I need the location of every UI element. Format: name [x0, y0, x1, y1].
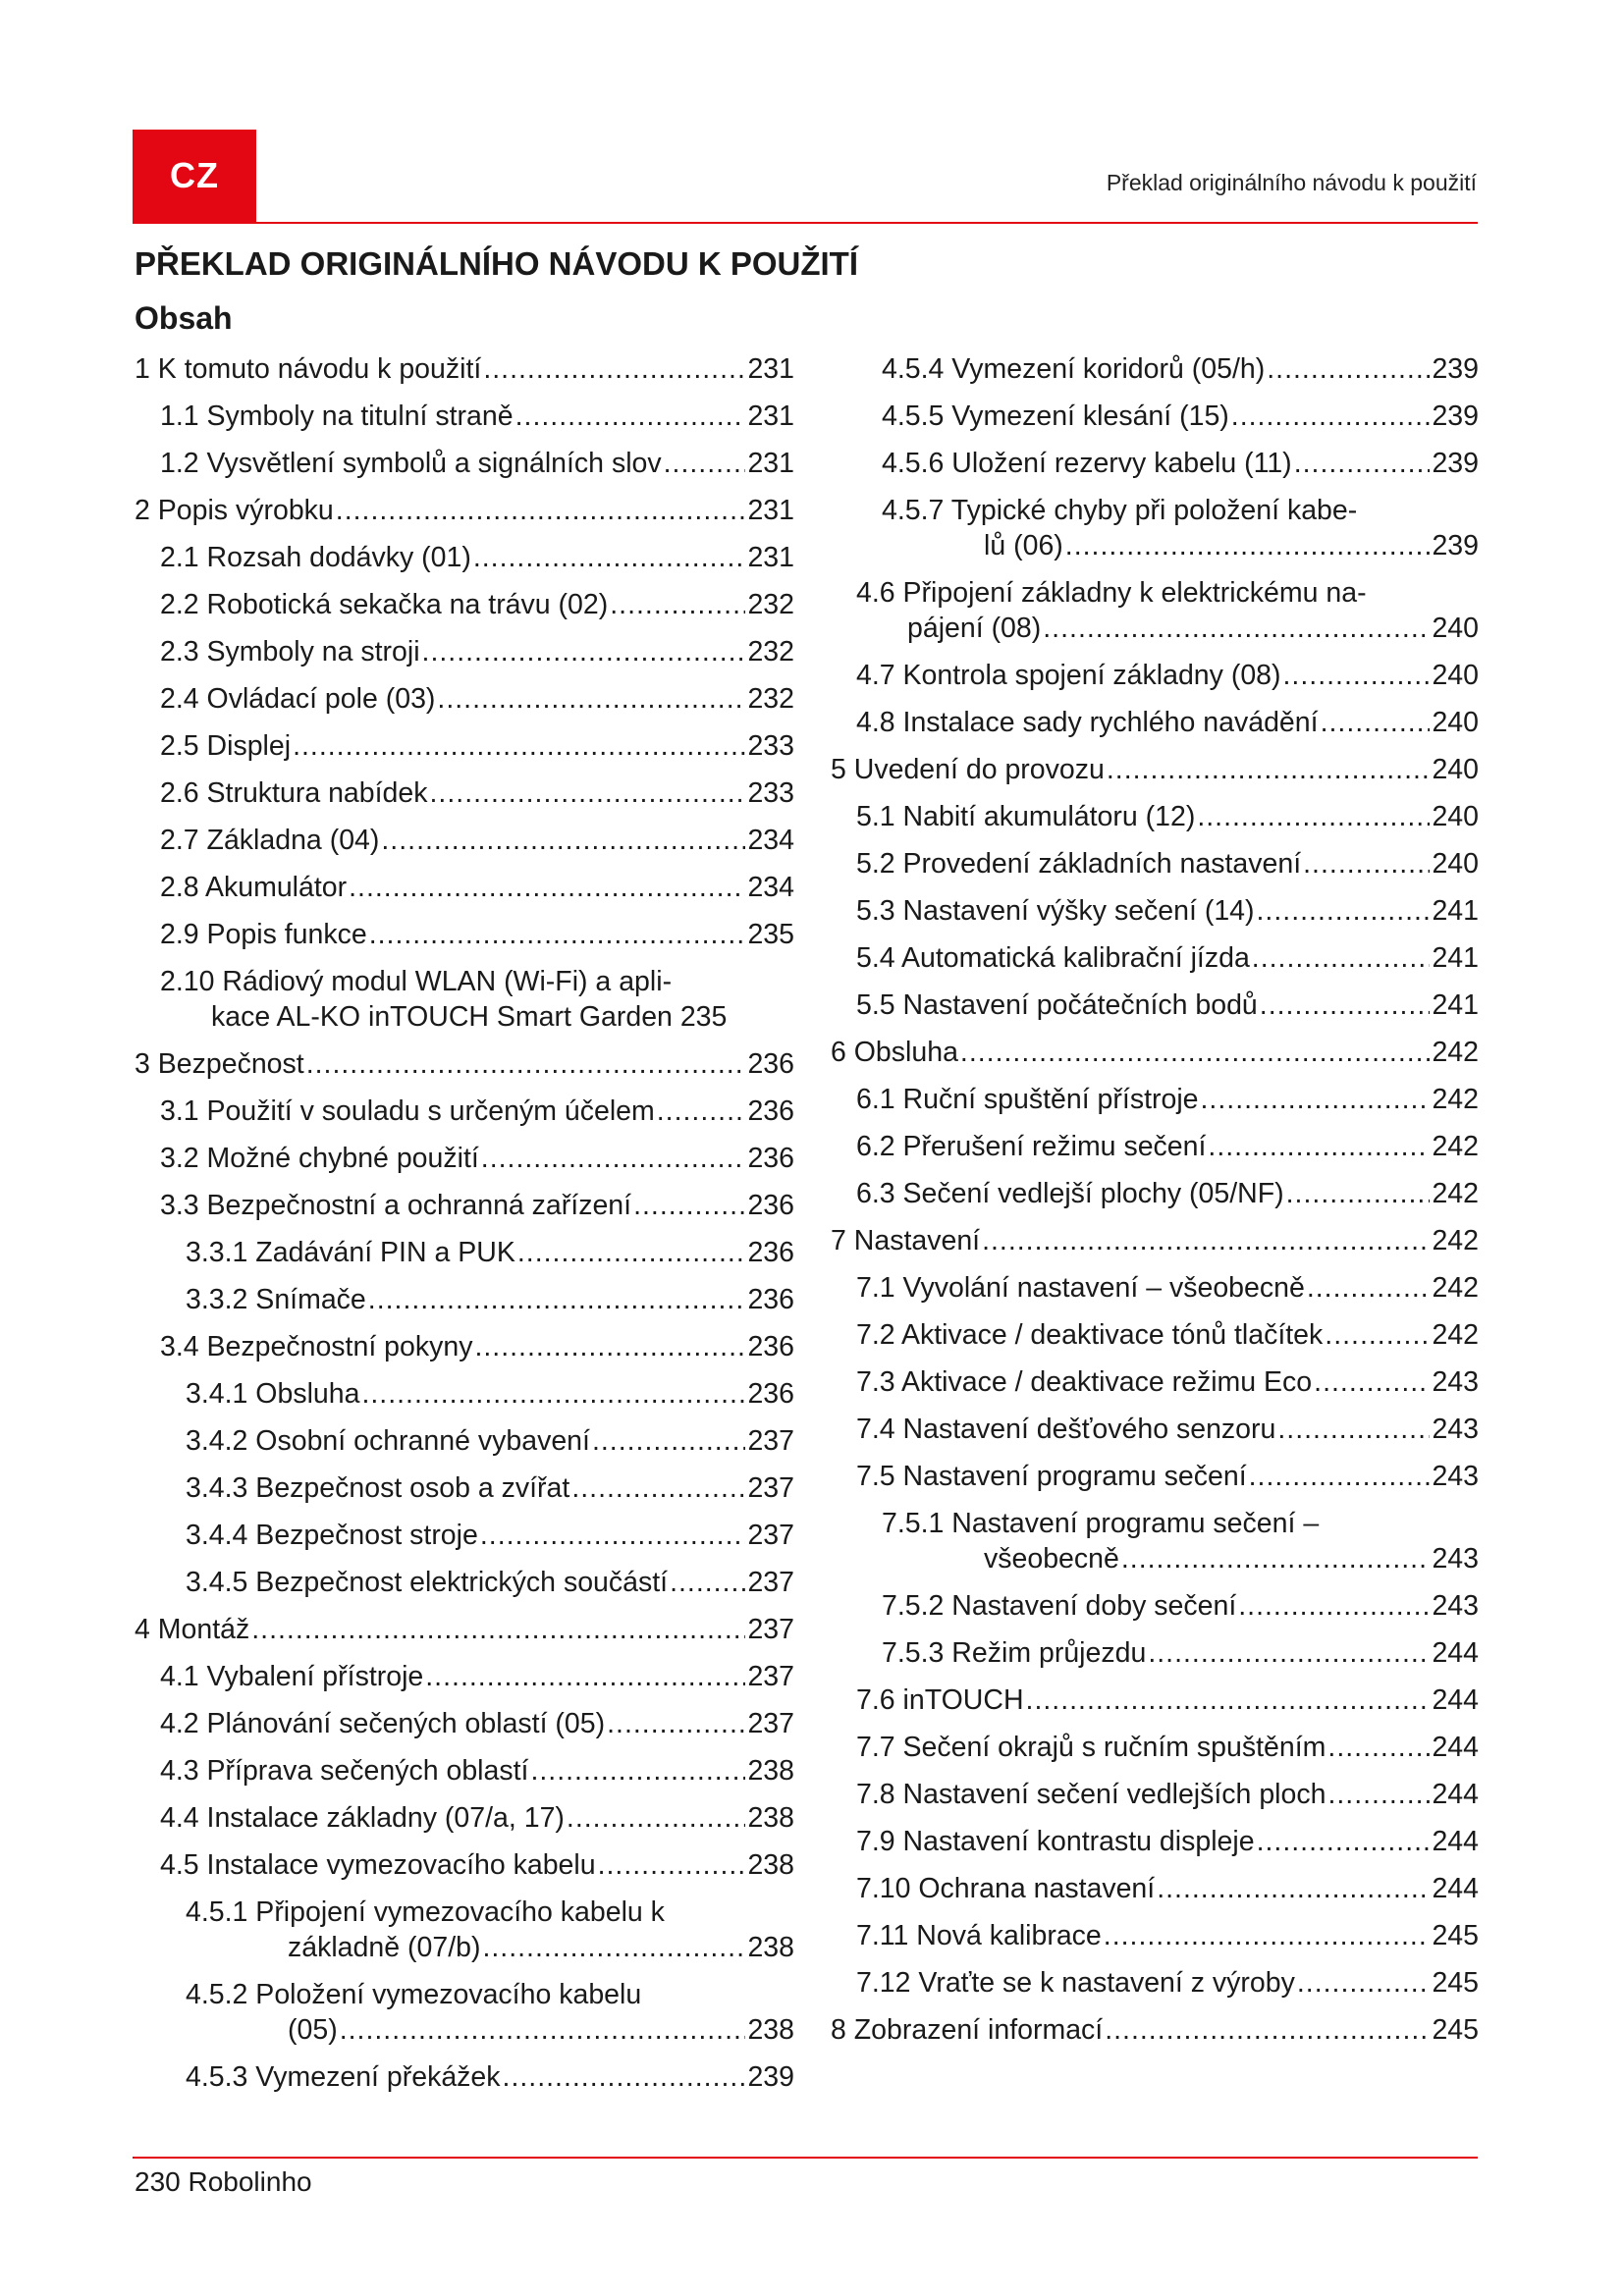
toc-entry[interactable]: 2.8 Akumulátor ..... 234: [135, 870, 794, 905]
toc-entry[interactable]: 7.10 Ochrana nastavení ..... 244: [831, 1871, 1479, 1906]
toc-entry[interactable]: 7.5.3 Režim průjezdu ..... 244: [831, 1635, 1479, 1671]
toc-entry[interactable]: 3.2 Možné chybné použití ..... 236: [135, 1141, 794, 1176]
toc-entry[interactable]: 3.4.1 Obsluha ..... 236: [135, 1376, 794, 1412]
toc-entry[interactable]: 3.4.2 Osobní ochranné vybavení ..... 237: [135, 1423, 794, 1459]
toc-entry[interactable]: 6.1 Ruční spuštění přístroje ..... 242: [831, 1082, 1479, 1117]
toc-entry[interactable]: 7.6 inTOUCH ..... 244: [831, 1682, 1479, 1718]
toc-entry[interactable]: 7.3 Aktivace / deaktivace režimu Eco ..... 243: [831, 1364, 1479, 1400]
toc-entry[interactable]: 2.3 Symboly na stroji ..... 232: [135, 634, 794, 669]
toc-entry[interactable]: 4.5 Instalace vymezovacího kabelu ..... 238: [135, 1847, 794, 1883]
header-title: Překlad originálního návodu k použití: [1106, 170, 1477, 195]
toc-entry[interactable]: 7.7 Sečení okrajů s ručním spuštěním ..... 244: [831, 1730, 1479, 1765]
toc-entry[interactable]: 5.3 Nastavení výšky sečení (14) ..... 241: [831, 893, 1479, 929]
toc-entry[interactable]: 7.12 Vraťte se k nastavení z výroby ..... 245: [831, 1965, 1479, 2001]
toc-entry[interactable]: 3.4.5 Bezpečnost elektrických součástí ..... 237: [135, 1565, 794, 1600]
toc-entry[interactable]: 7.8 Nastavení sečení vedlejších ploch ..... 244: [831, 1777, 1479, 1812]
toc-entry[interactable]: 2.2 Robotická sekačka na trávu (02) ..... 232: [135, 587, 794, 622]
toc-entry[interactable]: 2.7 Základna (04) ..... 234: [135, 823, 794, 858]
toc-entry[interactable]: 4.5.4 Vymezení koridorů (05/h) ..... 239: [831, 351, 1479, 387]
toc-entry[interactable]: 4.5.5 Vymezení klesání (15) ..... 239: [831, 399, 1479, 434]
page-footer: 230 Robolinho: [135, 2166, 312, 2197]
toc-entry[interactable]: 4.2 Plánování sečených oblastí (05) ..... 237: [135, 1706, 794, 1741]
toc-entry[interactable]: 3.3.1 Zadávání PIN a PUK ..... 236: [135, 1235, 794, 1270]
header-divider: [133, 222, 1478, 224]
toc-entry[interactable]: 5.2 Provedení základních nastavení ..... 240: [831, 846, 1479, 881]
toc-entry[interactable]: 3 Bezpečnost ..... 236: [135, 1046, 794, 1082]
toc-entry[interactable]: 4.5.3 Vymezení překážek ..... 239: [135, 2059, 794, 2095]
toc-entry[interactable]: 7.5 Nastavení programu sečení ..... 243: [831, 1459, 1479, 1494]
toc-entry[interactable]: 4.6 Připojení základny k elektrickému na- pájení (08) ..... 240: [831, 575, 1479, 646]
page-heading: PŘEKLAD ORIGINÁLNÍHO NÁVODU K POUŽITÍ: [135, 245, 859, 282]
toc-entry[interactable]: 4 Montáž ..... 237: [135, 1612, 794, 1647]
toc-entry[interactable]: 3.4.4 Bezpečnost stroje ..... 237: [135, 1518, 794, 1553]
contents-heading: Obsah: [135, 300, 233, 336]
toc-entry[interactable]: 3.4.3 Bezpečnost osob a zvířat ..... 237: [135, 1470, 794, 1506]
toc-entry[interactable]: 2.9 Popis funkce ..... 235: [135, 917, 794, 952]
toc-entry[interactable]: 1.1 Symboly na titulní straně ..... 231: [135, 399, 794, 434]
toc-entry[interactable]: 7.9 Nastavení kontrastu displeje ..... 244: [831, 1824, 1479, 1859]
toc-entry[interactable]: 7.5.1 Nastavení programu sečení – všeobecně ..... 243: [831, 1506, 1479, 1576]
toc-right-column: [831, 351, 1479, 2059]
toc-left-column: [135, 351, 794, 2107]
toc-entry[interactable]: 4.5.2 Položení vymezovacího kabelu (05) ..... 238: [135, 1977, 794, 2048]
toc-entry[interactable]: 7.2 Aktivace / deaktivace tónů tlačítek ..... 242: [831, 1317, 1479, 1353]
toc-entry[interactable]: 2.6 Struktura nabídek ..... 233: [135, 775, 794, 811]
toc-entry[interactable]: 4.4 Instalace základny (07/a, 17) ..... 238: [135, 1800, 794, 1836]
toc-entry[interactable]: 3.4 Bezpečnostní pokyny ..... 236: [135, 1329, 794, 1364]
toc-entry[interactable]: 7.5.2 Nastavení doby sečení ..... 243: [831, 1588, 1479, 1624]
toc-entry[interactable]: 2.5 Displej ..... 233: [135, 728, 794, 764]
toc-entry[interactable]: 2.1 Rozsah dodávky (01) ..... 231: [135, 540, 794, 575]
toc-entry[interactable]: 6.3 Sečení vedlejší plochy (05/NF) ..... 242: [831, 1176, 1479, 1211]
toc-entry[interactable]: 5 Uvedení do provozu ..... 240: [831, 752, 1479, 787]
toc-entry[interactable]: 2.4 Ovládací pole (03) ..... 232: [135, 681, 794, 717]
toc-entry[interactable]: 7 Nastavení ..... 242: [831, 1223, 1479, 1258]
language-badge: CZ: [133, 130, 256, 222]
toc-entry[interactable]: 2.10 Rádiový modul WLAN (Wi-Fi) a apli- kace AL-KO inTOUCH Smart Garden 235: [160, 966, 728, 1033]
toc-entry[interactable]: 3.3.2 Snímače ..... 236: [135, 1282, 794, 1317]
toc-entry[interactable]: 5.5 Nastavení počátečních bodů ..... 241: [831, 988, 1479, 1023]
toc-entry[interactable]: 5.1 Nabití akumulátoru (12) ..... 240: [831, 799, 1479, 834]
toc-entry[interactable]: 7.11 Nová kalibrace ..... 245: [831, 1918, 1479, 1953]
toc-entry[interactable]: 6 Obsluha ..... 242: [831, 1035, 1479, 1070]
toc-entry[interactable]: 4.5.1 Připojení vymezovacího kabelu k základně (07/b) ..... 238: [135, 1895, 794, 1965]
toc-entry[interactable]: 5.4 Automatická kalibrační jízda ..... 241: [831, 940, 1479, 976]
toc-entry[interactable]: 3.1 Použití v souladu s určeným účelem ..... 236: [135, 1094, 794, 1129]
toc-entry[interactable]: 8 Zobrazení informací ..... 245: [831, 2012, 1479, 2048]
toc-entry[interactable]: 4.3 Příprava sečených oblastí ..... 238: [135, 1753, 794, 1789]
toc-entry[interactable]: 1.2 Vysvětlení symbolů a signálních slov ..... 231: [135, 446, 794, 481]
toc-entry[interactable]: 1 K tomuto návodu k použití ..... 231: [135, 351, 794, 387]
toc-entry[interactable]: 6.2 Přerušení režimu sečení ..... 242: [831, 1129, 1479, 1164]
toc-entry[interactable]: 2 Popis výrobku ..... 231: [135, 493, 794, 528]
toc-entry[interactable]: 4.5.7 Typické chyby při položení kabe- lů (06) ..... 239: [831, 493, 1479, 563]
toc-entry[interactable]: 4.7 Kontrola spojení základny (08) ..... 240: [831, 658, 1479, 693]
toc-entry[interactable]: 3.3 Bezpečnostní a ochranná zařízení ..... 236: [135, 1188, 794, 1223]
toc-entry[interactable]: 4.5.6 Uložení rezervy kabelu (11) ..... 239: [831, 446, 1479, 481]
toc-entry[interactable]: 4.8 Instalace sady rychlého navádění ..... 240: [831, 705, 1479, 740]
toc-entry[interactable]: 7.4 Nastavení dešťového senzoru ..... 243: [831, 1412, 1479, 1447]
toc-entry[interactable]: 4.1 Vybalení přístroje ..... 237: [135, 1659, 794, 1694]
toc-entry[interactable]: 7.1 Vyvolání nastavení – všeobecně ..... 242: [831, 1270, 1479, 1306]
footer-divider: [133, 2157, 1478, 2159]
